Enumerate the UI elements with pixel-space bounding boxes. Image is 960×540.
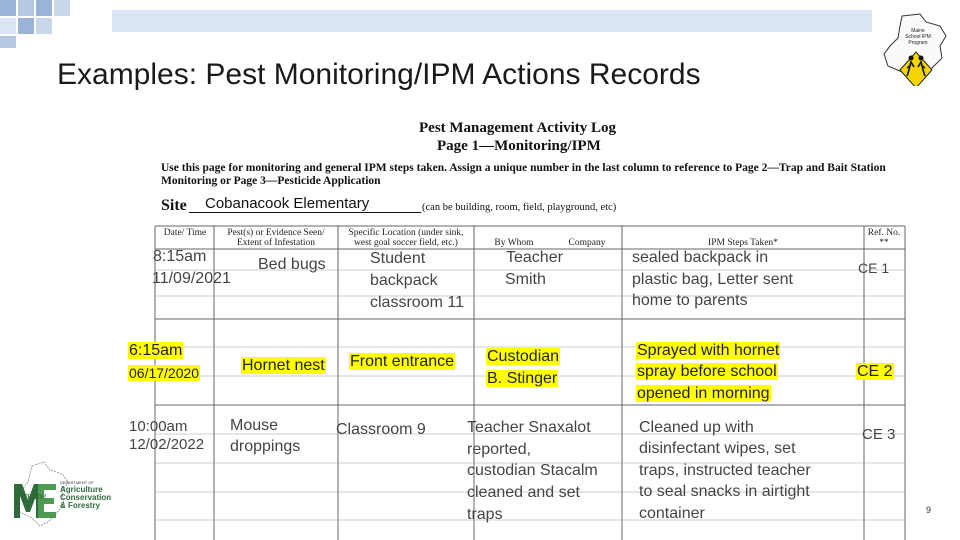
row3-steps-3: traps, instructed teacher [639,462,811,479]
row3-by-whom-3: custodian Stacalm [467,462,598,479]
row1-steps-1: sealed backpack in [632,249,769,266]
form-title: Pest Management Activity Log [419,120,617,136]
row3-by-whom-2: reported, [467,441,532,458]
row3-by-whom-1: Teacher Snaxalot [467,419,591,436]
row2-steps-1: Sprayed with hornet [637,342,780,359]
row2-ref: CE 2 [857,363,893,380]
row3-ref: CE 3 [862,426,896,443]
row3-date: 12/02/2022 [129,436,205,453]
form-instructions: Use this page for monitoring and general IPM steps taken. Assign a unique number in the last column to reference to Page 2—Trap and Bait Station Monitoring or Page 3—Pesticide Application [161,162,886,187]
row2-location: Front entrance [350,353,455,370]
site-label: Site [161,197,187,214]
column-header-by-whom: By Whom [494,238,534,248]
row1-steps-3: home to parents [632,292,748,309]
maine-dacf-logo [10,460,120,530]
row2-steps-2: spray before school [637,363,777,380]
row1-by-whom-1: Teacher [506,249,563,266]
maine-logo-text: maine [22,491,47,502]
row2-by-whom-1: Custodian [487,348,560,365]
row3-steps-5: container [639,505,705,522]
column-header-date: Date/ Time [163,228,207,238]
dacf-logo-forestry: & Forestry [60,501,101,510]
dacf-logo-agriculture: Agriculture [60,485,103,494]
row3-location: Classroom 9 [336,421,426,438]
row3-by-whom-5: traps [467,506,503,523]
row1-location-3: classroom 11 [370,294,464,311]
ipm-logo-text-3: Program [908,40,928,46]
row1-ref: CE 1 [858,260,890,276]
row1-time: 8:15am [153,248,207,265]
column-header-location: Specific Location (under sink, west goal soccer field, etc.) [348,228,464,248]
row3-steps-2: disinfectant wipes, set [639,440,796,457]
row2-date: 06/17/2020 [129,365,200,381]
dacf-logo-dept: DEPARTMENT OF [60,480,94,485]
row1-pest: Bed bugs [258,256,326,273]
row1-location-1: Student [370,250,426,267]
row3-by-whom-4: cleaned and set [467,484,580,501]
row3-steps-1: Cleaned up with [639,419,754,436]
form-subtitle: Page 1—Monitoring/IPM [437,138,601,154]
row2-time: 6:15am [129,342,183,359]
column-header-ipm-steps: IPM Steps Taken* [708,238,778,248]
row2-steps-3: opened in morning [637,385,770,402]
row3-pest-1: Mouse [230,417,279,434]
slide-title: Examples: Pest Monitoring/IPM Actions Records [57,58,701,91]
site-hint: (can be building, room, field, playground, etc) [422,202,617,213]
row3-pest-2: droppings [230,438,301,455]
column-header-company: Company [568,238,606,248]
row2-by-whom-2: B. Stinger [487,370,558,387]
column-header-pests: Pest(s) or Evidence Seen/ Extent of Infestation [227,228,325,248]
row1-date: 11/09/2021 [152,270,231,287]
row1-steps-2: plastic bag, Letter sent [632,271,793,288]
row1-by-whom-2: Smith [505,271,546,288]
ipm-logo-text-2: School IPM [905,34,931,40]
dacf-logo-conservation: Conservation [60,493,112,502]
row1-location-2: backpack [370,272,438,289]
row2-pest: Hornet nest [242,357,325,374]
ipm-logo-text-1: Maine [911,28,925,34]
column-header-ref: Ref. No. ** [867,228,901,248]
site-value: Cobanacook Elementary [205,195,370,212]
row3-steps-4: to seal snacks in airtight [639,483,810,500]
row3-time: 10:00am [129,418,188,435]
page-number: 9 [926,505,932,515]
